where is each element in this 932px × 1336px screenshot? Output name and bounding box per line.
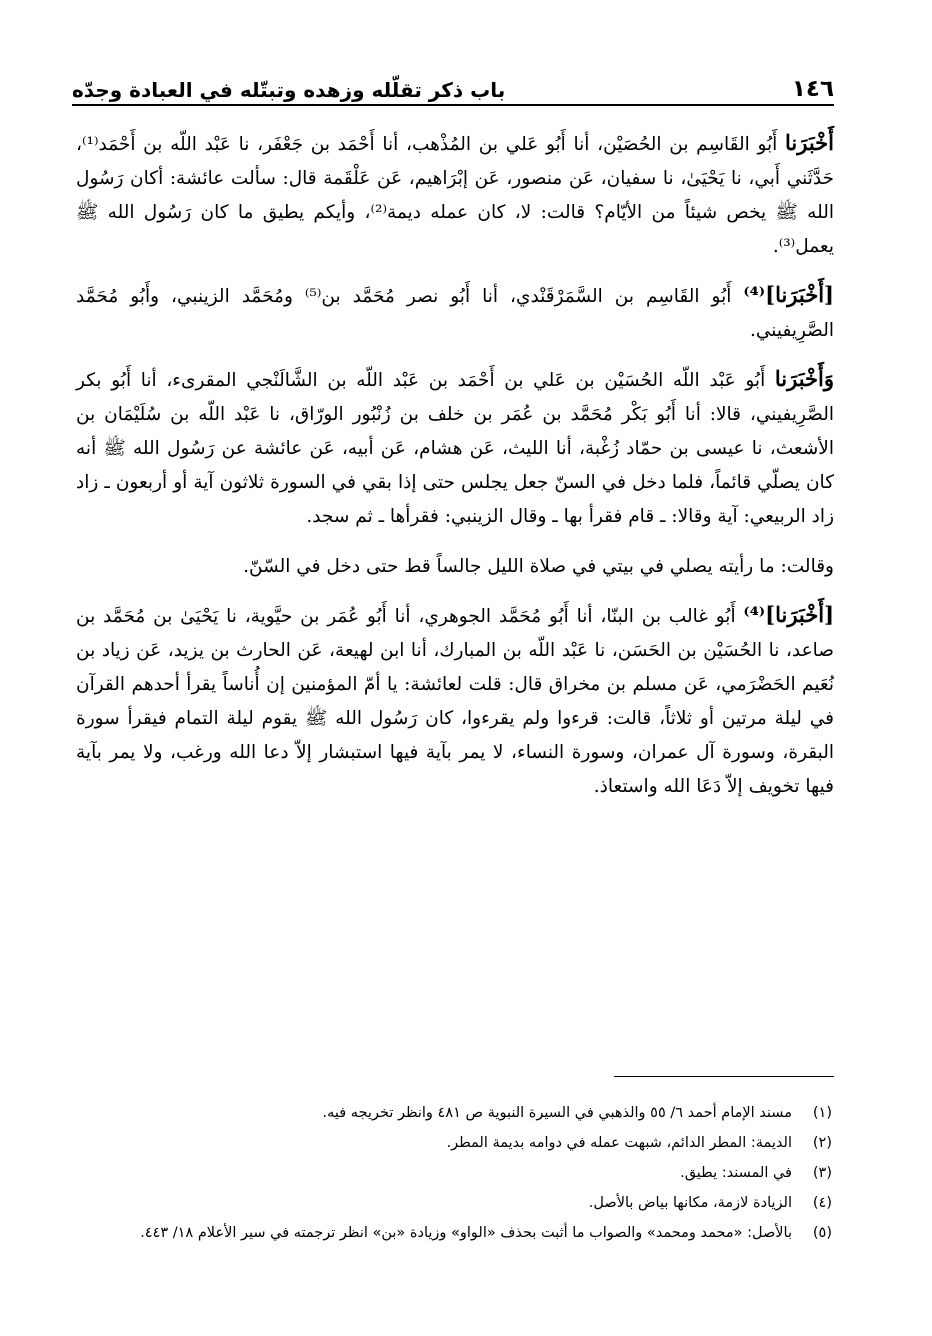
header-divider — [72, 104, 834, 106]
footnote-text: الزيادة لازمة، مكانها بياض بالأصل. — [588, 1195, 792, 1211]
paragraph-3 — [76, 362, 834, 534]
page-number: ١٤٦ — [791, 76, 834, 102]
isnad-lead: [أَخْبَرَنا]⁽⁴⁾ — [743, 282, 834, 307]
paragraph-5 — [76, 598, 834, 804]
paragraph-2 — [76, 278, 834, 348]
footnote-3 — [76, 1158, 832, 1188]
paragraph-text: أَبُو عَبْد اللّه الحُسَيْن بن عَلي بن أَحْمَد بن عَبْد اللّه بن الشَّالَنْجي المقرىء، أنا أَبُو بكر الصَّرِيفيني، قالا: أنا أَبُو بَكْر مُحَمَّد بن عُمَر بن خلف بن زُنْبُور الورّاق، نا عَبْد اللّه بن سُلَيْمَان بن الأشعث، نا عيسى بن حمّاد زُغْبة، أنا الليث، عَن هشام، عَن أبيه، عَن عائشة عن رَسُول الله ﷺ أنه كان يصلّي قائماً، فلما دخل في السنّ جعل يجلس حتى إذا بقي في السورة ثلاثون آية أو أربعون ـ زاد زاد الربيعي: آية وقالا: ـ قام فقرأ بها ـ وقال الزينبي: فقرأها ـ ثم سجد. — [76, 370, 834, 527]
paragraph-text: وقالت: ما رأيته يصلي في بيتي في صلاة الليل جالساً قط حتى دخل في السّنّ. — [243, 556, 834, 577]
isnad-lead: وَأَخْبَرَنا — [774, 366, 834, 391]
footnote-text: في المسند: يطيق. — [680, 1165, 792, 1181]
footnote-number: (٥) — [812, 1225, 832, 1241]
chapter-title: باب ذكر تقلّله وزهده وتبتّله في العبادة وجدّه — [72, 78, 506, 102]
footnote-number: (٣) — [812, 1165, 832, 1181]
footnote-number: (٤) — [812, 1195, 832, 1211]
footnote-divider — [614, 1076, 834, 1077]
footnote-2 — [76, 1128, 832, 1158]
footnote-text: الديمة: المطر الدائم، شبهت عمله في دوامه بديمة المطر. — [446, 1135, 792, 1151]
footnote-text: مسند الإمام أحمد ٦/ ٥٥ والذهبي في السيرة النبوية ص ٤٨١ وانظر تخريجه فيه. — [322, 1105, 792, 1121]
paragraph-text: أَبُو القَاسِم بن الحُصَيْن، أنا أَبُو عَلي بن المُذْهب، أنا أَحْمَد بن جَعْفَر، نا عَبْد اللّه بن أَحْمَد⁽¹⁾، حَدَّثَني أَبي، نا يَحْيَىٰ، نا سفيان، عَن منصور، عَن إبْرَاهيم، عَن عَلْقَمة قال: سألت عائشة: أكان رَسُول الله ﷺ يخص شيئاً من الأيّام؟ قالت: لا، كان عمله ديمة⁽²⁾، وأيكم يطيق ما كان رَسُول الله ﷺ يعمل⁽³⁾. — [76, 134, 834, 257]
running-header — [72, 62, 834, 102]
footnote-text: بالأصل: «محمد ومحمد» والصواب ما أثبت بحذف «الواو» وزيادة «بن» انظر ترجمته في سير الأعلام ١٨/ ٤٤٣. — [140, 1225, 792, 1241]
footnote-number: (١) — [812, 1105, 832, 1121]
footnote-number: (٢) — [812, 1135, 832, 1151]
footnotes — [76, 1098, 832, 1248]
paragraph-4 — [76, 548, 834, 584]
footnote-5 — [76, 1218, 832, 1248]
footnote-4 — [76, 1188, 832, 1218]
isnad-lead: أَخْبَرَنا — [785, 130, 834, 155]
main-text — [76, 126, 834, 818]
footnote-1 — [76, 1098, 832, 1128]
paragraph-text: أَبُو غالب بن البنّا، أنا أَبُو مُحَمَّد الجوهري، أنا أَبُو عُمَر بن حيَّوية، نا يَحْيَىٰ بن مُحَمَّد بن صاعد، نا الحُسَيْن بن الحَسَن، نا عَبْد اللّه بن المبارك، أنا ابن لهيعة، عَن الحارث بن يزيد، عَن زياد بن نُعَيم الحَضْرَمي، عَن مسلم بن مخراق قال: قلت لعائشة: يا أمّ المؤمنين إن أُناساً يقرأ أحدهم القرآن في ليلة مرتين أو ثلاثاً، قالت: قرءوا ولم يقرءوا، كان رَسُول الله ﷺ يقوم ليلة التمام فيقرأ سورة البقرة، وسورة آل عمران، وسورة النساء، لا يمر بآية فيها استبشار إلاّ دعا الله ورغب، ولا يمر بآية فيها تخويف إلاّ دَعَا الله واستعاذ. — [76, 606, 834, 797]
paragraph-1 — [76, 126, 834, 264]
isnad-lead: [أَخْبَرَنا]⁽⁴⁾ — [743, 602, 835, 627]
paragraph-text: أَبُو القَاسِم بن السَّمَرْقَنْدي، أنا أَبُو نصر مُحَمَّد بن⁽⁵⁾ ومُحَمَّد الزينبي، وأَبُو مُحَمَّد الصَّرِيفيني. — [76, 286, 834, 341]
